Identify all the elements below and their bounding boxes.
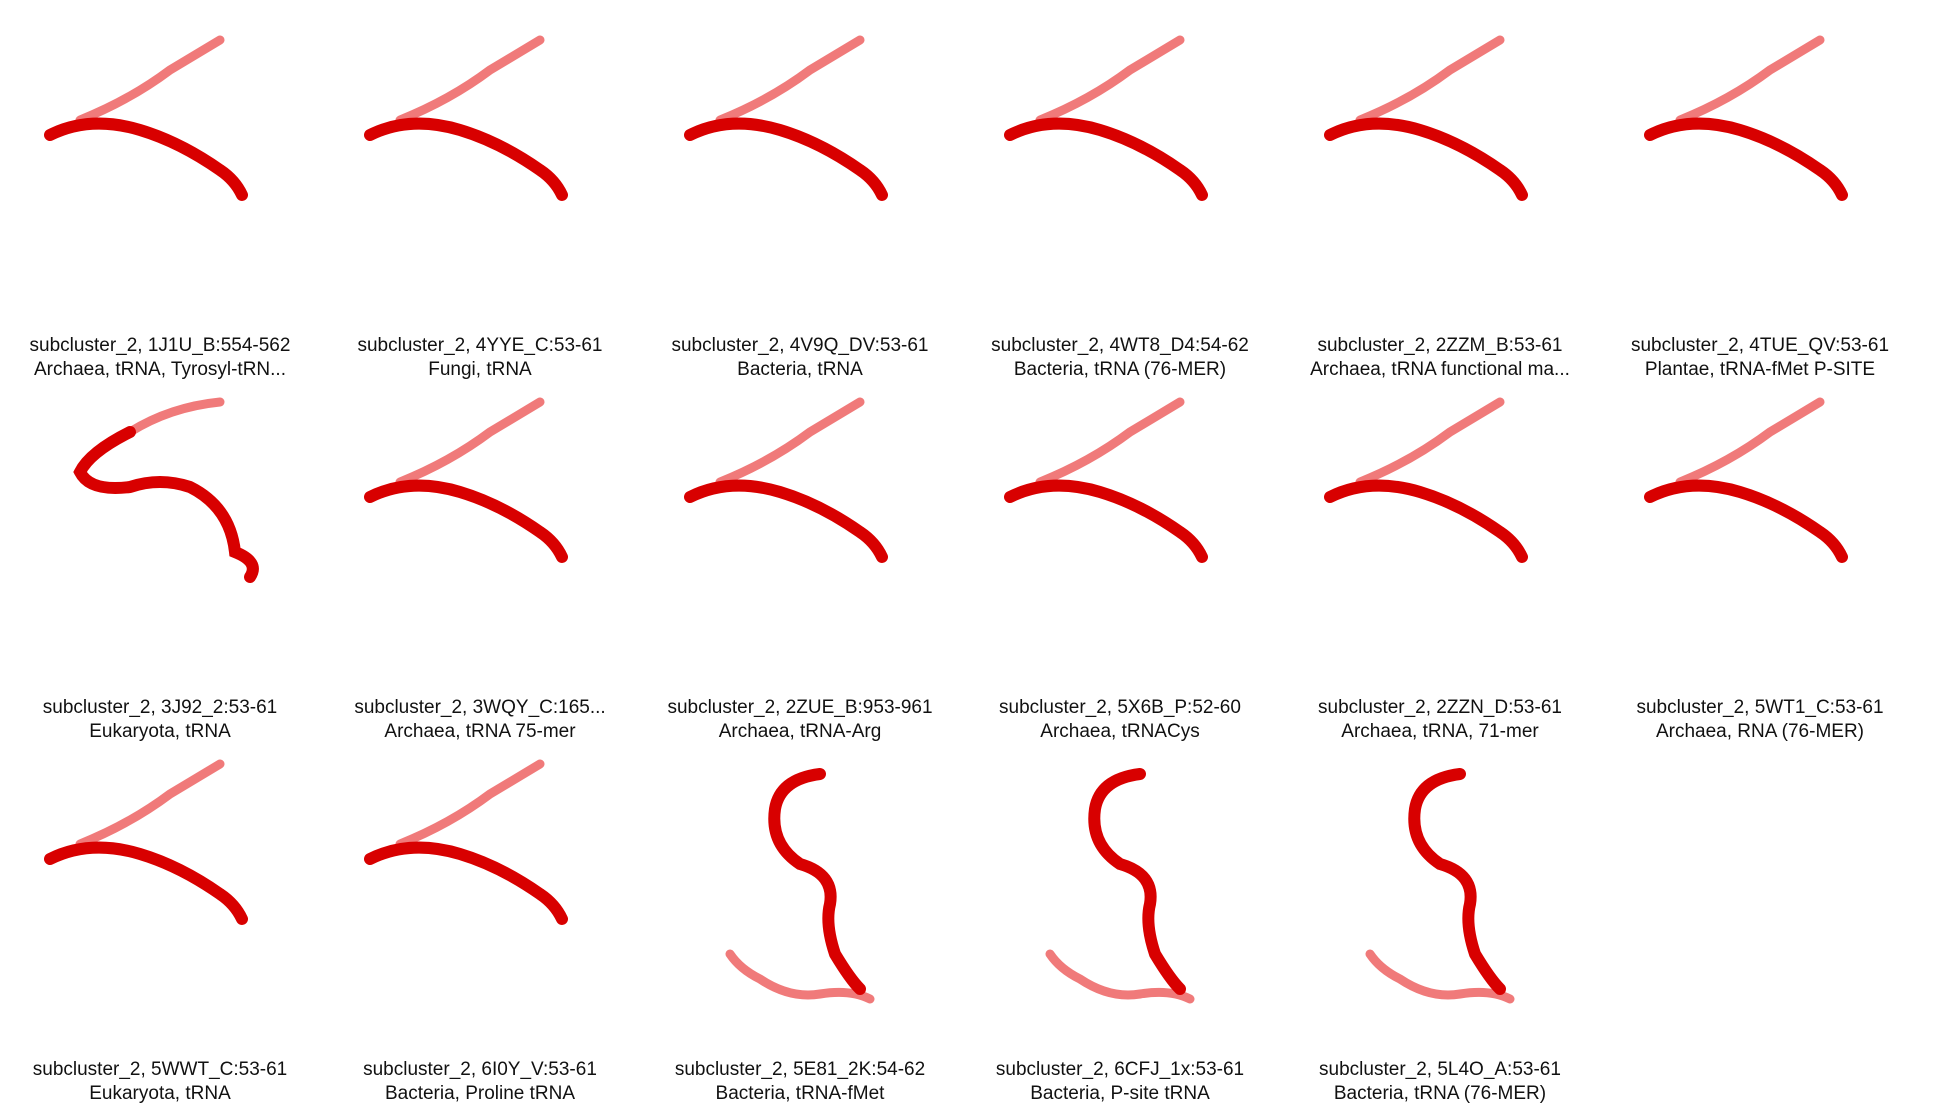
- panel-caption: [0, 696, 320, 744]
- panel-id-label: subcluster_2, 5X6B_P:52-60: [999, 697, 1241, 718]
- panel-caption: [960, 334, 1280, 382]
- panel-caption: [1600, 334, 1920, 382]
- panel-id-label: subcluster_2, 2ZZN_D:53-61: [1318, 697, 1562, 718]
- panel-id-label: subcluster_2, 1J1U_B:554-562: [29, 335, 291, 356]
- structure-panel: [1280, 20, 1600, 380]
- rna-structure-render: [1300, 392, 1580, 682]
- panel-caption: [640, 1058, 960, 1106]
- helix-backbone-back: [1360, 40, 1500, 120]
- rna-structure-render: [340, 30, 620, 320]
- helix-backbone-front: [1010, 486, 1202, 557]
- panel-id-label: subcluster_2, 5E81_2K:54-62: [674, 1059, 926, 1080]
- rna-structure-render: [660, 754, 940, 1044]
- panel-id-label: subcluster_2, 2ZUE_B:953-961: [667, 697, 933, 718]
- rna-structure-render: [980, 392, 1260, 682]
- structure-panel: [960, 20, 1280, 380]
- panel-taxon-label: Archaea, tRNACys: [1040, 721, 1200, 742]
- rna-structure-render: [980, 754, 1260, 1044]
- helix-backbone-back: [1040, 40, 1180, 120]
- panel-id-label: subcluster_2, 4YYE_C:53-61: [357, 335, 603, 356]
- panel-taxon-label: Archaea, tRNA-Arg: [718, 721, 882, 742]
- rna-structure-render: [1620, 30, 1900, 320]
- helix-backbone-front: [370, 124, 562, 195]
- panel-caption: [1600, 696, 1920, 744]
- panel-taxon-label: Archaea, tRNA 75-mer: [384, 721, 576, 742]
- panel-caption: [960, 696, 1280, 744]
- panel-taxon-label: Plantae, tRNA-fMet P-SITE: [1644, 359, 1876, 380]
- panel-taxon-label: Archaea, tRNA functional ma...: [1310, 359, 1570, 380]
- panel-caption: [320, 334, 640, 382]
- panel-taxon-label: Archaea, RNA (76-MER): [1655, 721, 1864, 742]
- panel-id-label: subcluster_2, 2ZZM_B:53-61: [1317, 335, 1563, 356]
- panel-taxon-label: Bacteria, tRNA: [737, 359, 863, 380]
- helix-backbone-back: [1680, 40, 1820, 120]
- panel-id-label: subcluster_2, 5WWT_C:53-61: [32, 1059, 288, 1080]
- panel-taxon-label: Eukaryota, tRNA: [89, 721, 231, 742]
- structure-panel: [960, 744, 1280, 1104]
- panel-id-label: subcluster_2, 3WQY_C:165...: [354, 697, 606, 718]
- helix-backbone-front: [50, 848, 242, 919]
- rna-structure-render: [20, 392, 300, 682]
- panel-taxon-label: Bacteria, tRNA-fMet: [715, 1083, 885, 1104]
- panel-caption: [0, 334, 320, 382]
- panel-id-label: subcluster_2, 5WT1_C:53-61: [1636, 697, 1884, 718]
- panel-taxon-label: Bacteria, Proline tRNA: [384, 1083, 576, 1104]
- panel-taxon-label: Archaea, tRNA, 71-mer: [1341, 721, 1539, 742]
- helix-backbone-front: [1650, 124, 1842, 195]
- panel-caption: [640, 696, 960, 744]
- rna-structure-render: [340, 754, 620, 1044]
- structure-panel: [1600, 382, 1920, 742]
- structure-panel: [960, 382, 1280, 742]
- helix-backbone-front: [50, 124, 242, 195]
- helix-backbone-front: [1010, 124, 1202, 195]
- panel-caption: [960, 1058, 1280, 1106]
- helix-backbone-front: [370, 848, 562, 919]
- panel-taxon-label: Bacteria, tRNA (76-MER): [1013, 359, 1227, 380]
- helix-backbone-back: [720, 402, 860, 482]
- structure-panel: [640, 20, 960, 380]
- panel-caption: [320, 696, 640, 744]
- loop-backbone-front: [80, 432, 253, 577]
- helix-backbone-back: [80, 40, 220, 120]
- panel-id-label: subcluster_2, 4TUE_QV:53-61: [1630, 335, 1890, 356]
- rna-structure-render: [1300, 754, 1580, 1044]
- panel-caption: [1280, 334, 1600, 382]
- structure-panel: [1600, 20, 1920, 380]
- structure-panel: [0, 744, 320, 1104]
- helix-backbone-front: [690, 124, 882, 195]
- panel-taxon-label: Bacteria, P-site tRNA: [1030, 1083, 1210, 1104]
- helix-backbone-back: [80, 764, 220, 844]
- structure-panel: [320, 382, 640, 742]
- panel-id-label: subcluster_2, 6CFJ_1x:53-61: [995, 1059, 1245, 1080]
- panel-id-label: subcluster_2, 5L4O_A:53-61: [1319, 1059, 1561, 1080]
- panel-id-label: subcluster_2, 3J92_2:53-61: [42, 697, 278, 718]
- structure-panel: [320, 744, 640, 1104]
- structure-panel: [640, 382, 960, 742]
- panel-caption: [0, 1058, 320, 1106]
- rna-structure-render: [1300, 30, 1580, 320]
- helix-backbone-back: [1360, 402, 1500, 482]
- helix-backbone-back: [400, 764, 540, 844]
- helix-backbone-back: [720, 40, 860, 120]
- rna-structure-render: [340, 392, 620, 682]
- structure-panel: [320, 20, 640, 380]
- helix-backbone-front: [690, 486, 882, 557]
- helix-backbone-back: [1040, 402, 1180, 482]
- panel-taxon-label: Fungi, tRNA: [428, 359, 532, 380]
- panel-caption: [1280, 1058, 1600, 1106]
- helix-backbone-back: [1680, 402, 1820, 482]
- rna-structure-render: [20, 30, 300, 320]
- helix-backbone-front: [1330, 124, 1522, 195]
- scurve-backbone-front: [1414, 774, 1500, 989]
- loop-backbone-back: [130, 402, 220, 432]
- panel-id-label: subcluster_2, 6I0Y_V:53-61: [363, 1059, 597, 1080]
- scurve-backbone-front: [1094, 774, 1180, 989]
- panel-taxon-label: Eukaryota, tRNA: [89, 1083, 231, 1104]
- structure-panel: [0, 20, 320, 380]
- rna-structure-render: [660, 392, 940, 682]
- panel-taxon-label: Archaea, tRNA, Tyrosyl-tRN...: [34, 359, 286, 380]
- panel-taxon-label: Bacteria, tRNA (76-MER): [1333, 1083, 1547, 1104]
- rna-structure-render: [20, 754, 300, 1044]
- structure-panel: [640, 744, 960, 1104]
- helix-backbone-back: [400, 40, 540, 120]
- panel-caption: [1280, 696, 1600, 744]
- rna-structure-render: [980, 30, 1260, 320]
- helix-backbone-back: [400, 402, 540, 482]
- scurve-backbone-front: [774, 774, 860, 989]
- helix-backbone-front: [1330, 486, 1522, 557]
- structure-panel: [1280, 744, 1600, 1104]
- helix-backbone-front: [1650, 486, 1842, 557]
- panel-id-label: subcluster_2, 4V9Q_DV:53-61: [671, 335, 929, 356]
- panel-caption: [320, 1058, 640, 1106]
- structure-panel: [0, 382, 320, 742]
- structure-panel: [1280, 382, 1600, 742]
- rna-structure-render: [1620, 392, 1900, 682]
- rna-structure-render: [660, 30, 940, 320]
- panel-id-label: subcluster_2, 4WT8_D4:54-62: [991, 335, 1249, 356]
- helix-backbone-front: [370, 486, 562, 557]
- panel-caption: [640, 334, 960, 382]
